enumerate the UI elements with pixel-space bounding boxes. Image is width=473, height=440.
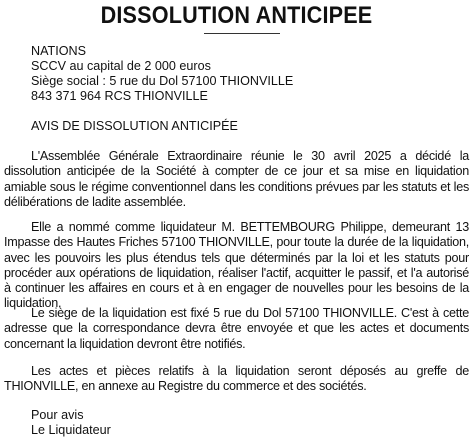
company-form-capital: SCCV au capital de 2 000 euros (31, 59, 211, 73)
paragraph-liquidation-seat: Le siège de la liquidation est fixé 5 rue du Dol 57100 THIONVILLE. C'est à cette adresse que la correspondance devra être envoyée et que les actes et documents concernant la liquidation devront être notifiés. (4, 306, 469, 351)
closing-for-notice: Pour avis (31, 408, 84, 422)
company-rcs: 843 371 964 RCS THIONVILLE (31, 89, 208, 103)
closing-signatory: Le Liquidateur (31, 423, 111, 437)
notice-heading: AVIS DE DISSOLUTION ANTICIPÉE (31, 119, 238, 133)
paragraph-dissolution: L'Assemblée Générale Extraordinaire réunie le 30 avril 2025 a décidé la dissolution anticipée de la Société à compter de ce jour et sa mise en liquidation amiable sous le régime conventionnel dans les conditions prévues par les statuts et les délibérations de ladite assemblée. (4, 149, 469, 209)
company-seat: Siège social : 5 rue du Dol 57100 THIONVILLE (31, 74, 294, 88)
company-name: NATIONS (31, 44, 87, 58)
notice-title: DISSOLUTION ANTICIPEE (100, 2, 373, 29)
title-divider (204, 33, 280, 34)
paragraph-liquidator: Elle a nommé comme liquidateur M. BETTEMBOURG Philippe, demeurant 13 Impasse des Hautes Friches 57100 THIONVILLE, pour toute la durée de la liquidation, avec les pouvoirs les plus étendus tels que déterminés par la loi et les statuts pour procéder aux opérations de liquidation, réaliser l'actif, acquitter le passif, et l'a autorisé à continuer les affaires en cours et à en engager de nouvelles pour les besoins de la liquidation. (4, 220, 469, 311)
paragraph-filing: Les actes et pièces relatifs à la liquidation seront déposés au greffe de THIONVILLE, en annexe au Registre du commerce et des sociétés. (4, 364, 469, 394)
